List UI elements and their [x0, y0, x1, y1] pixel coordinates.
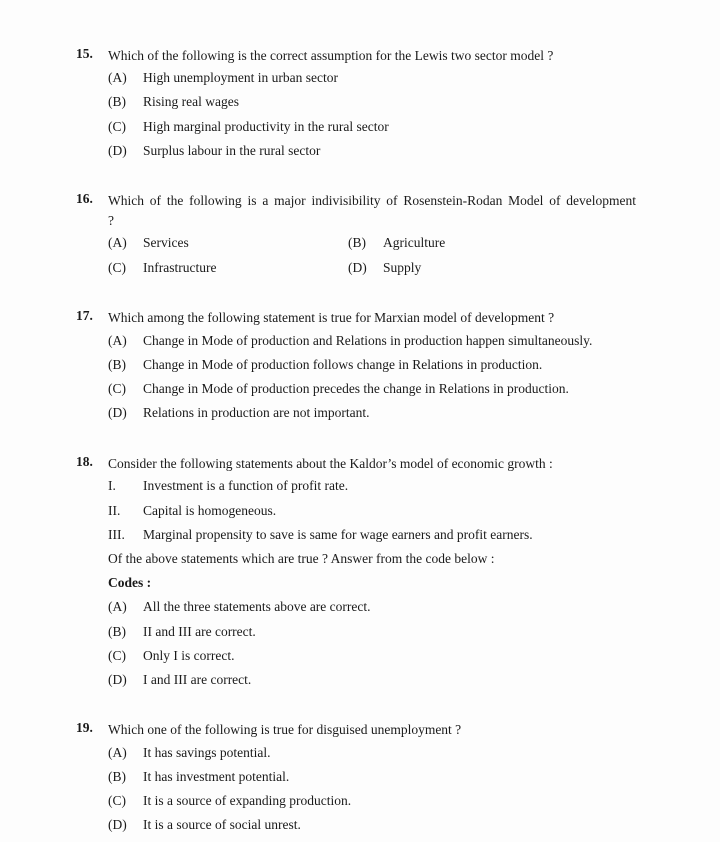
option-a: (A) All the three statements above are correct.	[108, 599, 371, 614]
question-text: Which of the following is a major indivisibility of Rosenstein-Rodan Model of development ?	[108, 193, 636, 228]
option-b: (B) Rising real wages	[108, 94, 239, 109]
question-number: 17.	[76, 308, 93, 323]
question-number: 19.	[76, 720, 93, 735]
question-text: Which one of the following is true for disguised unemployment ?	[108, 722, 462, 737]
codes-heading: Codes :	[108, 575, 152, 590]
option-c: (C) Change in Mode of production precedes the change in Relations in production.	[108, 381, 569, 396]
statement-2: II. Capital is homogeneous.	[108, 503, 277, 518]
option-a: (A) Change in Mode of production and Relations in production happen simultaneously.	[108, 333, 593, 348]
question-text: Which of the following is the correct assumption for the Lewis two sector model ?	[108, 48, 554, 63]
option-d: (D) Supply	[348, 260, 422, 275]
option-c: (C) Infrastructure	[108, 260, 217, 275]
option-b: (B) II and III are correct.	[108, 624, 256, 639]
option-d: (D) Relations in production are not important.	[108, 405, 370, 420]
option-b: (B) Agriculture	[348, 235, 446, 250]
question-number: 16.	[76, 191, 93, 206]
option-c: (C) It is a source of expanding production.	[108, 793, 352, 808]
option-a: (A) It has savings potential.	[108, 745, 271, 760]
option-d: (D) It is a source of social unrest.	[108, 817, 301, 832]
statement-3: III. Marginal propensity to save is same for wage earners and profit earners.	[108, 527, 533, 542]
instruction-text: Of the above statements which are true ? Answer from the code below :	[108, 551, 495, 566]
question-number: 15.	[76, 46, 93, 61]
question-number: 18.	[76, 454, 93, 469]
option-a: (A) Services	[108, 235, 189, 250]
statement-1: I. Investment is a function of profit rate.	[108, 478, 349, 493]
option-d: (D) Surplus labour in the rural sector	[108, 143, 321, 158]
question-text: Consider the following statements about the Kaldor’s model of economic growth :	[108, 456, 553, 471]
option-a: (A) High unemployment in urban sector	[108, 70, 338, 85]
option-c: (C) High marginal productivity in the rural sector	[108, 119, 389, 134]
question-text: Which among the following statement is true for Marxian model of development ?	[108, 310, 555, 325]
option-d: (D) I and III are correct.	[108, 672, 252, 687]
option-b: (B) Change in Mode of production follows change in Relations in production.	[108, 357, 543, 372]
option-b: (B) It has investment potential.	[108, 769, 290, 784]
option-c: (C) Only I is correct.	[108, 648, 235, 663]
